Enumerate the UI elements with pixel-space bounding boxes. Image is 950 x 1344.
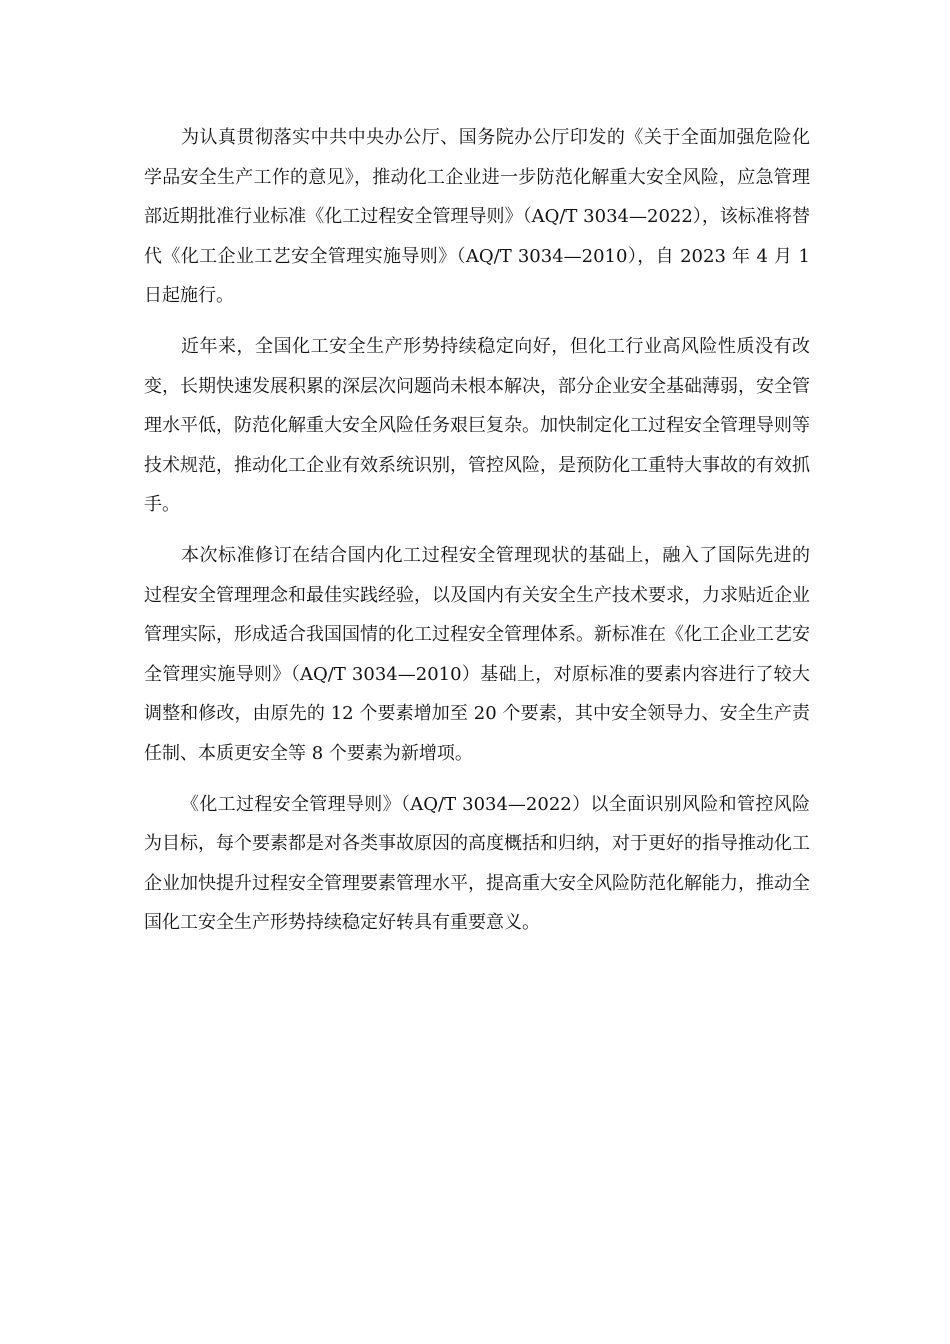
paragraph-2: 近年来，全国化工安全生产形势持续稳定向好，但化工行业高风险性质没有改变，长期快速发展积累的深层次问题尚未根本解决，部分企业安全基础薄弱，安全管理水平低，防范化解重大安全风险任务艰巨复杂。加快制定化工过程安全管理导则等技术规范，推动化工企业有效系统识别，管控风险，是预防化工重特大事故的有效抓手。: [144, 335, 810, 516]
paragraph-3: 本次标准修订在结合国内化工过程安全管理现状的基础上，融入了国际先进的过程安全管理理念和最佳实践经验，以及国内有关安全生产技术要求，力求贴近企业管理实际，形成适合我国国情的化工过程安全管理体系。新标准在《化工企业工艺安全管理实施导则》（AQ/T 3034—2010）基础上，对原标准的要素内容进行了较大调整和修改，由原先的 12 个要素增加至 20 个要素，其中安全领导力、安全生产责任制、本质更安全等 8 个要素为新增项。: [144, 544, 810, 764]
paragraph-4: 《化工过程安全管理导则》（AQ/T 3034—2022）以全面识别风险和管控风险为目标，每个要素都是对各类事故原因的高度概括和归纳，对于更好的指导推动化工企业加快提升过程安全管理要素管理水平，提高重大安全风险防范化解能力，推动全国化工安全生产形势持续稳定好转具有重要意义。: [144, 793, 810, 934]
paragraph-1: 为认真贯彻落实中共中央办公厅、国务院办公厅印发的《关于全面加强危险化学品安全生产工作的意见》，推动化工企业进一步防范化解重大安全风险，应急管理部近期批准行业标准《化工过程安全管理导则》（AQ/T 3034—2022），该标准将替代《化工企业工艺安全管理实施导则》（AQ/T 3034—2010），自 2023 年 4 月 1 日起施行。: [144, 127, 810, 307]
document-body: [144, 118, 810, 954]
